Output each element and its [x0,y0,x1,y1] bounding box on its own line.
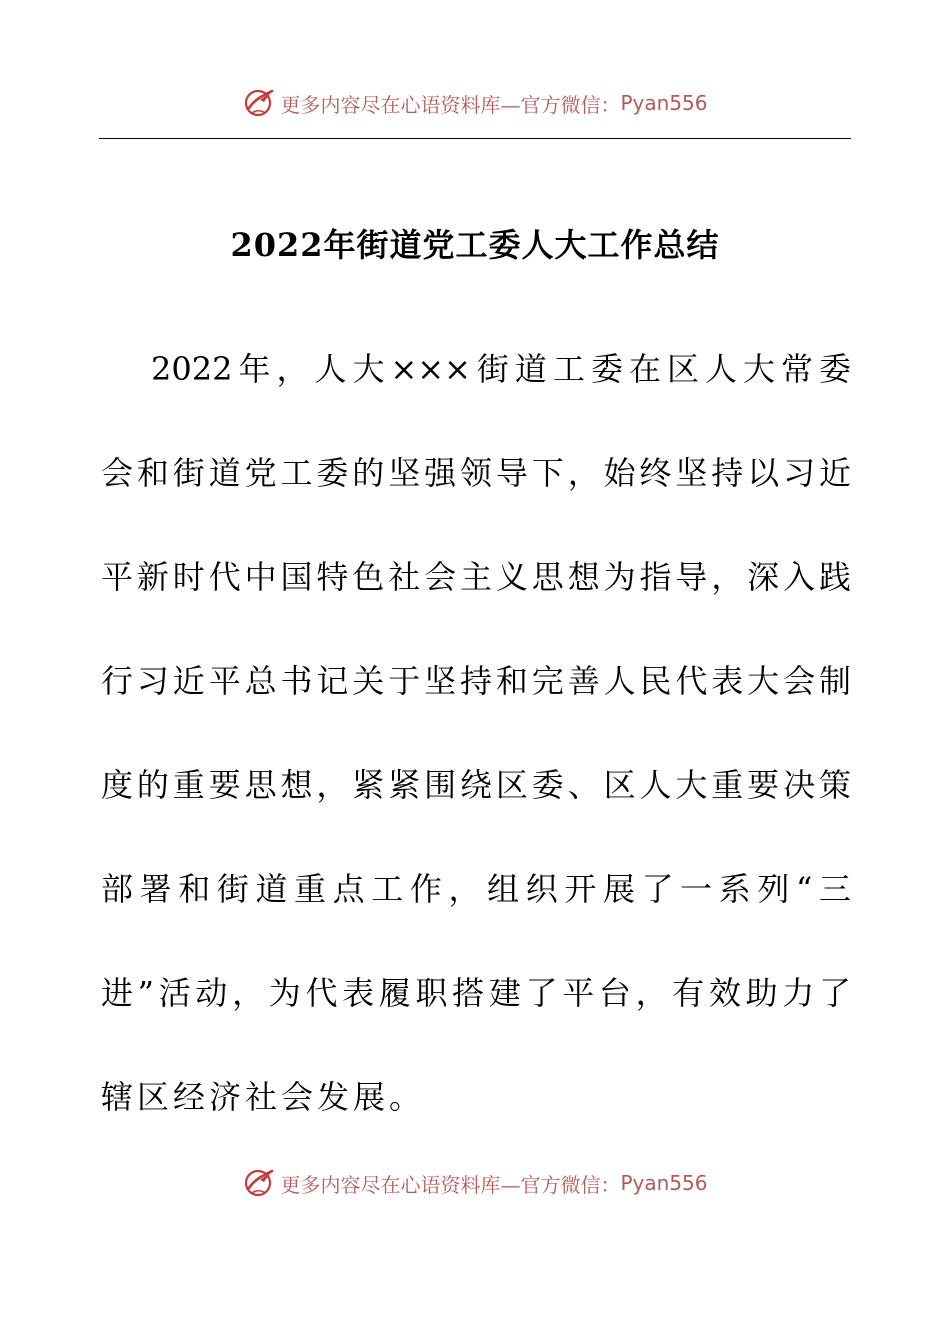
quill-pen-swirl-icon [242,1166,276,1200]
paragraph-line: 度的重要思想，紧紧围绕区委、区人大重要决策 [101,766,851,804]
header-divider [99,138,851,139]
paragraph-line: 2022年，人大×××街道工委在区人大常委 [151,350,851,388]
watermark-handle: Pyan556 [620,1171,708,1195]
header-watermark [0,83,950,123]
paragraph-line: 进”活动，为代表履职搭建了平台，有效助力了 [101,974,851,1012]
watermark-text: 更多内容尽在心语资料库—官方微信： [280,92,621,117]
watermark-handle: Pyan556 [620,91,708,115]
document-paragraph [101,340,851,1172]
paragraph-line: 行习近平总书记关于坚持和完善人民代表大会制 [101,662,851,700]
footer-watermark [0,1163,950,1203]
watermark-text: 更多内容尽在心语资料库—官方微信： [280,1172,621,1197]
paragraph-line: 平新时代中国特色社会主义思想为指导，深入践 [101,558,851,596]
paragraph-line: 辖区经济社会发展。 [101,1078,426,1116]
quill-pen-swirl-icon [242,86,276,120]
paragraph-line: 部署和街道重点工作，组织开展了一系列“三 [101,870,851,908]
paragraph-line: 会和街道党工委的坚强领导下，始终坚持以习近 [101,454,851,492]
document-title: 2022年街道党工委人大工作总结 [230,226,720,264]
